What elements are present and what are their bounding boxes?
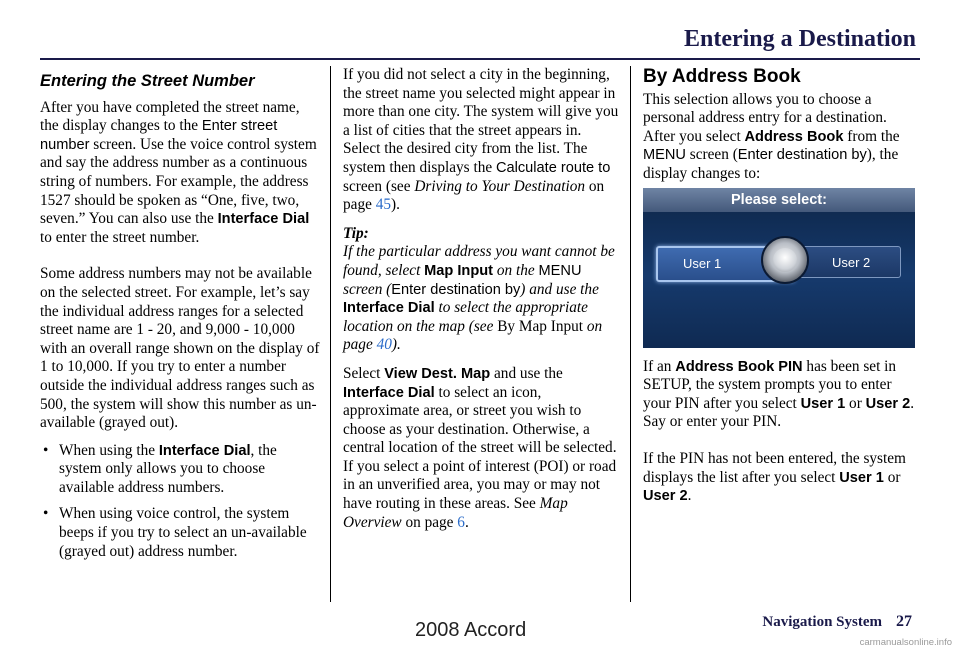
text: If the particular address you want cannot be found, select xyxy=(343,243,615,279)
text: . xyxy=(464,513,469,531)
text: . xyxy=(687,487,692,505)
watermark: carmanualsonline.info xyxy=(859,637,952,648)
page-link[interactable]: 6 xyxy=(457,513,465,531)
text: After you have completed the street name, the display changes to the xyxy=(40,98,300,135)
paragraph xyxy=(40,99,322,248)
xref-title: Driving to Your Destination xyxy=(414,177,586,195)
control-name: User 1 xyxy=(839,469,884,486)
text: . Say or enter your PIN. xyxy=(643,394,915,431)
text: to enter the street number. xyxy=(40,228,200,246)
screen-name: Calculate route to xyxy=(495,159,611,176)
xref-title: Map Overview xyxy=(343,495,568,531)
control-name: Interface Dial xyxy=(343,300,435,317)
control-name: Interface Dial xyxy=(158,442,251,459)
text: on page xyxy=(343,177,605,214)
list-item xyxy=(40,505,322,561)
bullet-list xyxy=(40,442,322,562)
column-3 xyxy=(643,66,921,506)
user-2-button[interactable]: User 2 xyxy=(793,246,901,278)
text: This selection allows you to choose a personal address entry for a destination. After you select xyxy=(643,90,887,145)
list-item xyxy=(40,442,322,498)
text: to select the appropriate location on the map (see xyxy=(343,299,588,335)
text: and use the xyxy=(490,364,563,382)
text: screen ( xyxy=(343,280,392,298)
paragraph: Some address numbers may not be available on the selected street. For example, let’s say the individual address ranges for a selected street name are 1 - 20, and 9,000 - 10,000 with an overall range shown on the display of 1 to 10,000. If you try to enter a number outside the individual address ranges such as 500, the system will show this number as un-available (grayed out). xyxy=(40,265,320,432)
text: ). xyxy=(391,336,401,354)
text: When using voice control, the system beeps if you try to select an un-available (grayed out) address number. xyxy=(59,505,307,560)
user-1-button[interactable]: User 1 xyxy=(656,246,795,282)
bullet-icon: • xyxy=(43,505,49,523)
text: , the system only allows you to choose available address numbers. xyxy=(59,441,277,496)
text: ). xyxy=(391,196,400,214)
page-number: 27 xyxy=(896,613,912,630)
control-name: User 1 xyxy=(800,395,846,412)
control-name: Map Input xyxy=(424,262,494,279)
control-name: User 2 xyxy=(643,488,688,505)
tip-label xyxy=(343,225,619,244)
paragraph xyxy=(643,358,921,432)
title-rule xyxy=(40,58,920,60)
text: If the PIN has not been entered, the system displays the list after you select xyxy=(643,449,906,486)
column-2 xyxy=(343,66,619,532)
column-1 xyxy=(40,66,322,569)
text: on the xyxy=(493,261,539,279)
column-divider xyxy=(630,66,631,602)
text: screen. Use the voice control system and say the address number as a continuous string of numbers. For example, the address 1527 should be spoken as “One, five, two, seven.” You can also use the xyxy=(40,135,317,228)
text: When using the xyxy=(59,441,159,459)
tip-label-text: Tip: xyxy=(343,224,369,242)
interface-dial-icon xyxy=(761,236,809,284)
screen-name: Enter destination by xyxy=(391,281,521,298)
text: or xyxy=(845,394,866,412)
text: If an xyxy=(643,357,676,375)
paragraph xyxy=(343,66,619,215)
text: Select xyxy=(343,364,385,382)
text: has been set in SETUP, the system prompts you to enter your PIN after you select xyxy=(643,357,897,412)
column-divider xyxy=(330,66,331,602)
screen-title: Please select: xyxy=(643,188,915,212)
text: ), the display changes to: xyxy=(643,146,899,182)
screen-name: MENU xyxy=(538,262,582,279)
xref-title: By Map Input xyxy=(497,317,584,335)
text: or xyxy=(883,468,901,486)
section-heading: Entering the Street Number xyxy=(40,72,255,90)
paragraph xyxy=(643,450,921,506)
text: on page xyxy=(401,513,458,531)
section-heading: By Address Book xyxy=(643,66,801,87)
page-title: Entering a Destination xyxy=(683,26,916,52)
nav-screen-image xyxy=(643,188,915,348)
paragraph xyxy=(343,365,619,532)
screen-name: Enter street number xyxy=(40,118,278,153)
control-name: View Dest. Map xyxy=(384,365,491,382)
page-link[interactable]: 40 xyxy=(376,336,392,354)
text: to select an icon, approximate area, or street you wish to choose as your destination. Otherwise, a central location of the street will be selected. If you select a point of interest (POI) or road in an unverified area, you may or may not have routing in these areas. See xyxy=(343,383,617,513)
text: screen (see xyxy=(343,177,415,195)
model-label: 2008 Accord xyxy=(415,619,527,641)
tip-paragraph xyxy=(343,243,619,355)
control-name: User 2 xyxy=(865,395,911,412)
section-name: Navigation System xyxy=(762,614,882,630)
text: ) and use the xyxy=(520,280,599,298)
footer-section xyxy=(762,613,912,631)
control-name: Address Book PIN xyxy=(675,358,803,375)
control-name: Interface Dial xyxy=(217,211,310,228)
paragraph xyxy=(643,91,921,184)
bullet-icon: • xyxy=(43,441,49,459)
control-name: Interface Dial xyxy=(343,384,435,401)
text: If you did not select a city in the beginning, the street name you selected might appear in more than one city. The system will give you a list of cities that the street appears in. Select the desired city from the list. The system then displays the xyxy=(343,66,619,176)
screen-name: Enter destination by xyxy=(737,147,867,164)
text: on page xyxy=(343,317,603,354)
text: screen ( xyxy=(685,146,738,164)
screen-name: MENU xyxy=(643,147,686,164)
text: from the xyxy=(843,127,900,145)
page-link[interactable]: 45 xyxy=(375,196,391,214)
control-name: Address Book xyxy=(744,128,844,145)
